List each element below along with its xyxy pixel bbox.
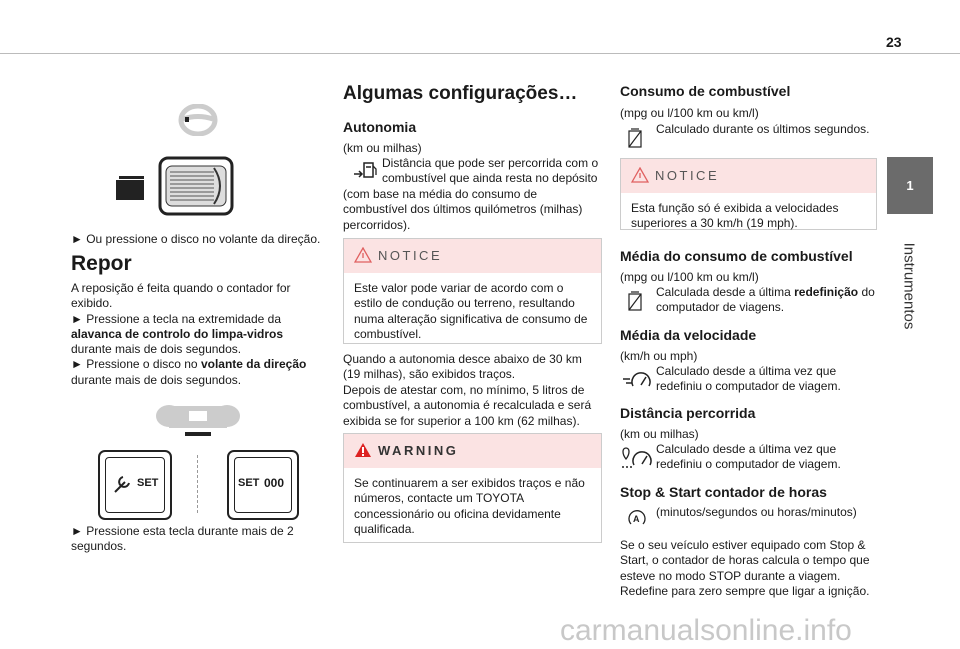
stopstart-title: Stop & Start contador de horas — [620, 484, 827, 500]
thumbwheel-icon — [114, 156, 236, 218]
media-vel-desc: Calculado desde a última vez que redefiniu o computador de viagem. — [656, 364, 841, 394]
autonomia-unit: (km ou milhas) — [343, 141, 422, 155]
chapter-label: Instrumentos — [900, 242, 918, 330]
distancia-title: Distância percorrida — [620, 405, 756, 421]
consumo-desc: Calculado durante os últimos segundos. — [656, 122, 870, 136]
stopstart-unit: (minutos/segundos ou horas/minutos) — [656, 505, 857, 519]
distance-icon — [621, 446, 653, 470]
fuel-consumption-icon — [626, 127, 644, 149]
warning-box: WARNING Se continuarem a ser exibidos traços e não números, contacte um TOYOTA concessionário ou oficina devidamente qualificada. — [343, 433, 602, 543]
repor-text: A reposição é feita quando o contador for exibido. ► Pressione a tecla na extremidade da alavanca de controlo do limpa-vidros durante mais de dois segundos. ► Pressione o disco no volante da direção durante mais de dois segundos. — [71, 281, 307, 387]
distancia-desc: Calculado desde a última vez que redefiniu o computador de viagem. — [656, 442, 841, 472]
average-speed-icon — [621, 368, 653, 390]
notice-box-2: NOTICE Esta função só é exibida a velocidades superiores a 30 km/h (19 mph). — [620, 158, 877, 230]
steering-wheel-icon — [178, 104, 218, 136]
button-divider — [197, 455, 199, 513]
svg-text:A: A — [633, 514, 640, 524]
autonomia-desc: Distância que pode ser percorrida com o combustível que ainda resta no depósito — [382, 156, 599, 186]
set-button-left[interactable]: SET — [98, 450, 172, 520]
para-refuel: Depois de atestar com, no mínimo, 5 litros de combustível, a autonomia é recalculada e será exibida se for superior a 100 km (62 milhas). — [343, 383, 592, 428]
media-consumo-unit: (mpg ou l/100 km ou km/l) — [620, 270, 759, 284]
media-consumo-desc: Calculada desde a última redefinição do computador de viagens. — [656, 285, 875, 315]
notice-warning-icon-2 — [631, 167, 649, 183]
chapter-tab[interactable]: 1 — [887, 157, 933, 214]
distancia-unit: (km ou milhas) — [620, 427, 699, 441]
repor-title: Repor — [71, 252, 132, 275]
average-consumption-icon — [626, 290, 644, 312]
consumo-unit: (mpg ou l/100 km ou km/l) — [620, 106, 759, 120]
header-rule — [0, 53, 960, 54]
section-title: Algumas configurações… — [343, 83, 578, 104]
watermark: carmanualsonline.info — [560, 614, 852, 647]
notice-box-1: NOTICE Este valor pode variar de acordo com o estilo de condução ou terreno, resultando numa alteração significativa de consumo de combustível. — [343, 238, 602, 344]
autonomia-desc-cont: (com base na média do consumo de combustível dos últimos quilómetros (milhas) percorridos). — [343, 187, 583, 232]
set-button-right[interactable]: SET 000 — [227, 450, 299, 520]
stop-start-icon — [626, 508, 648, 528]
step-key: ► Pressione esta tecla durante mais de 2 segundos. — [71, 524, 294, 554]
wrench-icon — [112, 473, 132, 495]
stopstart-para: Se o seu veículo estiver equipado com Stop & Start, o contador de horas calcula o tempo que esteve no modo STOP durante a viagem. Redefine para zero sempre que ligar a ignição. — [620, 538, 870, 598]
fuel-range-icon — [352, 160, 378, 184]
media-vel-title: Média da velocidade — [620, 327, 757, 343]
page-number: 23 — [886, 34, 902, 50]
media-vel-unit: (km/h ou mph) — [620, 349, 698, 363]
consumo-title: Consumo de combustível — [620, 83, 791, 99]
step-disc: ► Ou pressione o disco no volante da direção. — [71, 232, 321, 246]
warning-icon — [354, 442, 372, 458]
notice-warning-icon — [354, 247, 372, 263]
autonomia-title: Autonomia — [343, 119, 417, 135]
media-consumo-title: Média do consumo de combustível — [620, 248, 853, 264]
para-low: Quando a autonomia desce abaixo de 30 km (19 milhas), são exibidos traços. — [343, 352, 582, 382]
stalk-illustration-icon — [155, 398, 241, 438]
